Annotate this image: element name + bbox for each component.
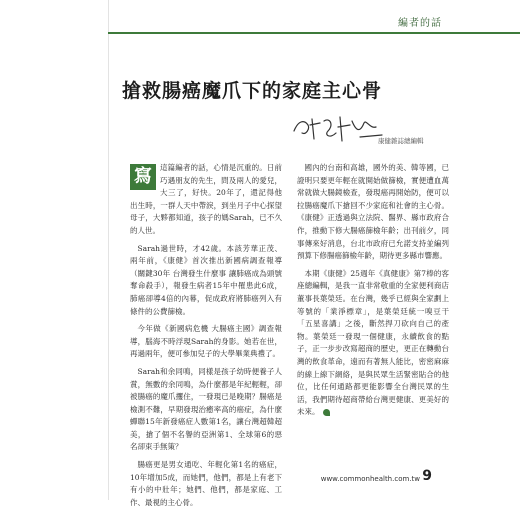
- author-byline: 康健雜誌總編輯: [378, 137, 424, 145]
- paragraph-text: 這篇編者的話，心情是沉重的。日前巧遇朋友的先生，問及兩人的愛兒，大三了，好快。20年了，還記得他出生時，一群人天中帶淚，到坐月子中心探望母子，大夥都知道，孩子的媽Sarah，已不久的人世。: [130, 163, 282, 235]
- leaf-end-icon: [323, 409, 330, 416]
- paragraph: Sarah過世時，才42歲。本該芳華正茂、兩年前，《康健》首次推出新國病調查報導（關鍵30年 台灣發生什麼事 讓肺癌成為頭號奪命殺手），報發生病者15年中罹患此6成，肺癌卻導4倍的內幕，促成政府將肺癌列入有條件的公費篩檢。: [130, 243, 282, 316]
- header-rule: [108, 32, 520, 34]
- article-column-left: [130, 162, 282, 514]
- handwritten-signature: [290, 111, 386, 145]
- paragraph: 腸癌更是男女通吃、年輕化第1名的癌症，10年增加5成，而她們，他們，都是上有老下有小的中壯年；她們、他們，都是家庭、工作、最視的主心骨。: [130, 460, 282, 507]
- paragraph: [130, 162, 282, 238]
- article-title: 搶救腸癌魔爪下的家庭主心骨: [122, 80, 383, 102]
- paragraph: [297, 268, 449, 419]
- paragraph: Sarah和余同鳴，同樣是孩子幼時便養子人賞，無數的余同鳴，為什麼都是年紀輕輕，卻被腸癌的魔爪攫住，一發現已是晚期？腸癌是檢測不難，早期發現治癒率高的癌症，為什麼蟬聯15年新發癌症人數第1名，讓台灣超韓超美，搶了個不名譽的亞洲第1、全球第6的惡名卻束手無策？: [130, 366, 282, 452]
- paragraph: 今年做《新國病危機 大腸癌主國》調查報導，腦海不時浮現Sarah的身影。她若在世，再過兩年，便可參加兒子的大學畢業典禮了。: [130, 324, 282, 359]
- page-gutter-divider: [108, 0, 109, 500]
- drop-cap: 寫: [130, 164, 156, 190]
- footer-url: www.commonhealth.com.tw: [320, 475, 420, 483]
- section-label: 編者的話: [398, 18, 442, 29]
- paragraph: 國內的台南和高雄，國外的美、韓等國，已證明只要更年輕在就開始做篩檢，實便遭血萬常就做大腸鏡檢查，發現癌再開始防，便可以拉腸癌魔爪下搶回不少家庭和社會的主心骨。《康健》正透過與立法院、醫界、縣市政府合作，推動下修大腸癌篩檢年齡；出刊前夕，同事傳來好消息，台北市政府已允諾支持並編列預算下修腸癌篩檢年齡，期待更多縣市響應。: [297, 163, 449, 261]
- article-column-right: [297, 162, 449, 424]
- paragraph-text: 本期《康健》25週年《真健康》第7棒的客座總編輯，是我一直非常敬重的全家便利商店董事長葉榮廷。在台灣，幾乎已經與全家劃上等號的「業淨標章」，是葉榮廷統一嗅豆干「五星喜講」之後，斷然捍刀砍向自己的產物。葉榮廷一發現一個健康，永續飲食的點子，正一步步改寫超商的歷史，更正在轉動台灣的飲食革命，遠而有著無人能比，密密麻麻的線上線下網絡，是與民眾生活緊密貼合的他位，比任何通路都更能影響全台灣民眾的生活，我們期待超商帶給台灣更健康、更美好的未來。: [297, 268, 449, 417]
- page-number: 9: [422, 468, 432, 484]
